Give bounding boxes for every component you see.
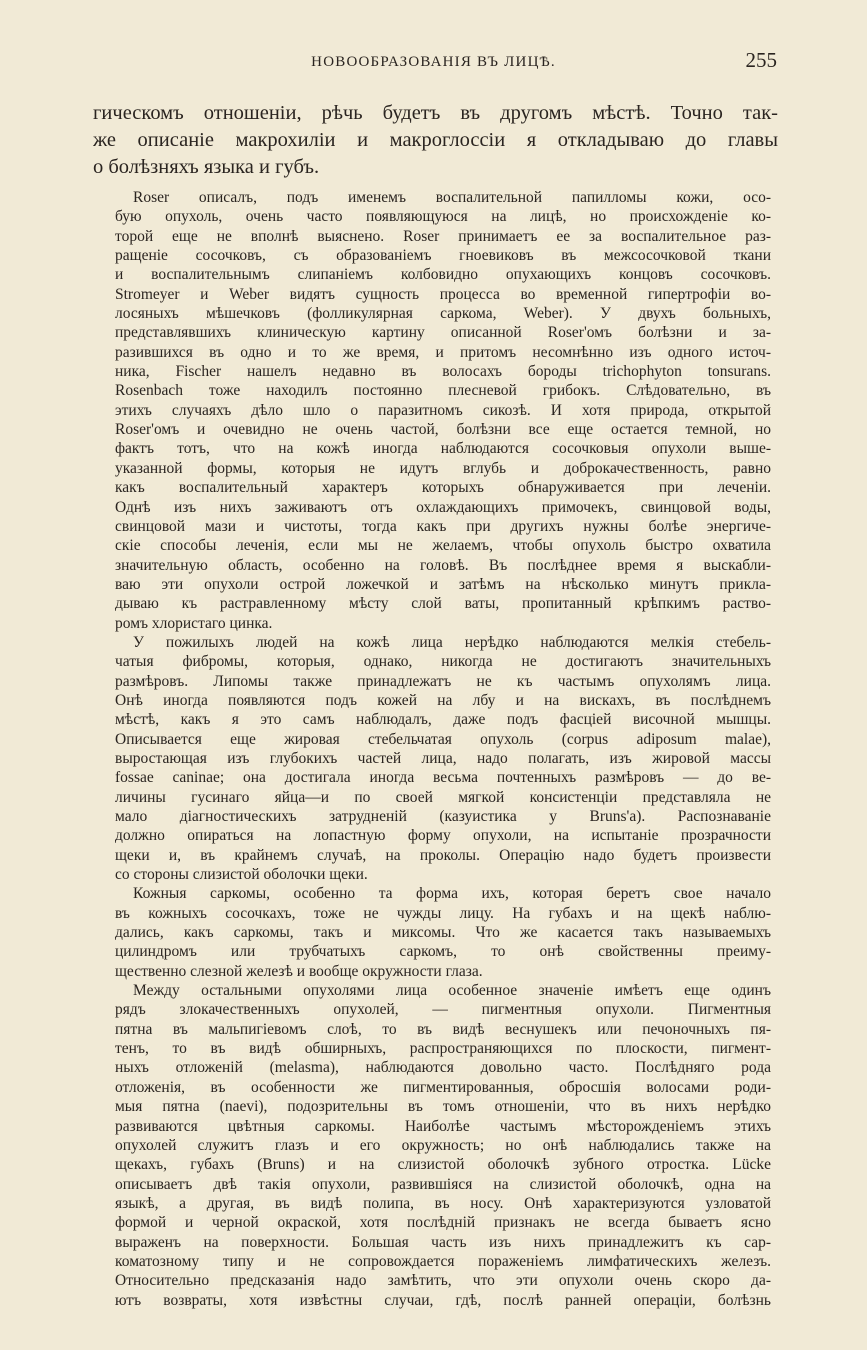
text-line: Онѣ иногда появляются подъ кожей на лбу и на вискахъ, въ послѣднемъ [115, 691, 771, 709]
page-header [0, 48, 867, 78]
text-line: описываетъ двѣ такія опухоли, развившіяся на слизистой оболочкѣ, одна на [115, 1175, 771, 1193]
text-line: тенъ, то въ видѣ обширныхъ, распространяющихся по плоскости, пигмент- [115, 1040, 771, 1058]
text-line: фактъ тотъ, что на кожѣ иногда наблюдаются сосочковыя опухоли выше- [115, 440, 771, 458]
text-line: ника, Fischer нашелъ недавно въ волосахъ бороды trichophyton tonsurans. [115, 363, 771, 381]
text-line: У пожилыхъ людей на кожѣ лица нерѣдко наблюдаются мелкія стебель- [133, 633, 771, 651]
text-line: Кожныя саркомы, особенно та форма ихъ, которая беретъ свое начало [133, 885, 771, 903]
text-line: дались, какъ саркомы, такъ и миксомы. Что же касается такъ называемыхъ [115, 924, 771, 942]
text-line: этихъ случаяхъ дѣло шло о паразитномъ сикозѣ. И хотя природа, открытой [115, 401, 771, 419]
text-line: отложенія, въ особенности же пигментированныя, обросшія волосами роди- [115, 1078, 771, 1096]
text-line: Roser'омъ и очевидно не очень частой, болѣзни все еще остается темной, но [115, 421, 771, 439]
text-line: щекахъ, губахъ (Bruns) и на слизистой оболочкѣ зубного отростка. Lücke [115, 1156, 771, 1174]
text-line: о болѣзняхъ языка и губъ. [93, 156, 320, 178]
text-line: лосяныхъ мѣшечковъ (фолликулярная саркома, Weber). У двухъ больныхъ, [115, 305, 771, 323]
text-line: щественно слезной железѣ и вообще окружности глаза. [115, 962, 483, 980]
text-line: опухолей служитъ глазъ и его окружность; но онѣ наблюдались также на [115, 1136, 771, 1154]
text-line: личины гусинаго яйца—и по своей мягкой консистенціи представляла не [115, 788, 771, 806]
running-title: НОВООБРАЗОВАНІЯ ВЪ ЛИЦѢ. [311, 54, 556, 70]
text-line: бую опухоль, очень часто появляющуюся на лицѣ, но происхожденіе ко- [115, 208, 771, 226]
text-line: и воспалительнымъ слипаніемъ колбовидно опухающихъ концовъ сосочковъ. [115, 266, 771, 284]
text-line: должно опираться на лопастную форму опухоли, на испытаніе прозрачности [115, 827, 771, 845]
text-line: пятна въ мальпигіевомъ слоѣ, то въ видѣ веснушекъ или печоночныхъ пя- [115, 1020, 771, 1038]
text-line: языкѣ, а другая, въ видѣ полипа, въ носу. Онѣ характеризуются узловатой [115, 1194, 771, 1212]
text-line: Stromeyer и Weber видятъ сущность процесса во временной гипертрофіи во- [115, 285, 771, 303]
text-line: Между остальными опухолями лица особенное значеніе имѣетъ еще одинъ [133, 982, 771, 1000]
text-line: указанной формы, которыя не идутъ вглубь и доброкачественность, равно [115, 459, 771, 477]
text-line: ромъ хлористаго цинка. [115, 614, 273, 632]
text-line: мало діагностическихъ затрудненій (казуистика у Bruns'а). Распознаваніе [115, 808, 771, 825]
text-line: значительную область, особенно на головѣ. Въ послѣднее время я выскабли- [115, 556, 771, 574]
text-line: дываю къ растравленному мѣсту слой ваты, пропитанный крѣпкимъ раство- [115, 595, 771, 613]
text-line: ныхъ отложеній (melasma), наблюдаются довольно часто. Послѣдняго рода [115, 1059, 771, 1077]
text-line: представлявшихъ клиническую картину описанной Roser'омъ болѣзни и за- [115, 324, 771, 342]
text-line: Roser описалъ, подъ именемъ воспалительной папилломы кожи, осо- [133, 189, 771, 206]
text-line: гическомъ отношеніи, рѣчь будетъ въ другомъ мѣстѣ. Точно так- [93, 102, 778, 124]
text-line: торой еще не вполнѣ выяснено. Roser принимаетъ ее за воспалительное раз- [115, 227, 771, 245]
text-line: мѣстѣ, какъ я это самъ наблюдалъ, даже подъ фасціей височной мышцы. [115, 711, 771, 729]
text-line: свинцовой мази и чистоты, тогда какъ при другихъ нужны болѣе энергиче- [115, 517, 771, 535]
intro-paragraph [93, 100, 778, 181]
text-line: какъ воспалительный характеръ которыхъ обнаруживается при леченіи. [115, 479, 771, 497]
text-line: развиваются цвѣтныя саркомы. Наиболѣе частымъ мѣсторожденіемъ этихъ [115, 1117, 771, 1135]
text-line: скіе способы леченія, если мы не желаемъ, чтобы опухоль быстро охватила [115, 537, 771, 555]
body-text [115, 188, 771, 1310]
text-line: ваю эти опухоли острой ложечкой и затѣмъ на нѣсколько минутъ прикла- [115, 575, 771, 593]
text-line: Однѣ изъ нихъ заживаютъ отъ охлаждающихъ примочекъ, свинцовой воды, [115, 498, 771, 516]
text-line: въ кожныхъ сосочкахъ, тоже не чужды лицу. На губахъ и на щекѣ наблю- [115, 904, 771, 922]
text-line: разившихся въ одно и то же время, и притомъ несомнѣнно изъ одного источ- [115, 343, 771, 361]
text-line: Описывается еще жировая стебельчатая опухоль (corpus adiposum malae), [115, 730, 771, 748]
text-line: выраженъ на поверхности. Большая часть изъ нихъ принадлежитъ къ сар- [115, 1233, 771, 1251]
text-line: Относительно предсказанія надо замѣтить, что эти опухоли очень скоро да- [115, 1272, 771, 1290]
text-line: Rosenbach тоже находилъ постоянно плесневой грибокъ. Слѣдовательно, въ [115, 382, 771, 400]
page-number: 255 [745, 48, 777, 72]
text-line: размѣровъ. Липомы также принадлежатъ не къ частымъ опухолямъ лица. [115, 672, 771, 690]
text-line: коматозному типу и не сопровождается пораженіемъ лимфатическихъ железъ. [115, 1252, 771, 1270]
text-line: цилиндромъ или трубчатыхъ саркомъ, то онѣ свойственны преиму- [115, 943, 771, 961]
text-line: fossae caninae; она достигала иногда весьма почтенныхъ размѣровъ — до ве- [115, 769, 771, 787]
text-line: же описаніе макрохиліи и макроглоссіи я откладываю до главы [93, 129, 778, 151]
text-line: ращеніе сосочковъ, съ образованіемъ гноевиковъ въ межсосочковой ткани [115, 247, 771, 265]
text-line: щеки и, въ крайнемъ случаѣ, на проколы. Операцію надо будетъ произвести [115, 846, 771, 864]
text-line: чатыя фибромы, которыя, однако, никогда не достигаютъ значительныхъ [115, 653, 771, 671]
text-line: со стороны слизистой оболочки щеки. [115, 866, 368, 884]
text-line: формой и черной окраской, хотя послѣдній признакъ не всегда бываетъ ясно [115, 1214, 771, 1232]
text-line: мыя пятна (naevi), подозрительны въ томъ отношеніи, что въ нихъ нерѣдко [115, 1098, 771, 1116]
text-line: выростающая изъ глубокихъ частей лица, надо полагать, изъ жировой массы [115, 749, 771, 767]
text-line: ютъ возвраты, хотя извѣстны случаи, гдѣ, послѣ ранней операціи, болѣзнь [115, 1291, 771, 1309]
text-line: рядъ злокачественныхъ опухолей, — пигментныя опухоли. Пигментныя [115, 1001, 771, 1019]
